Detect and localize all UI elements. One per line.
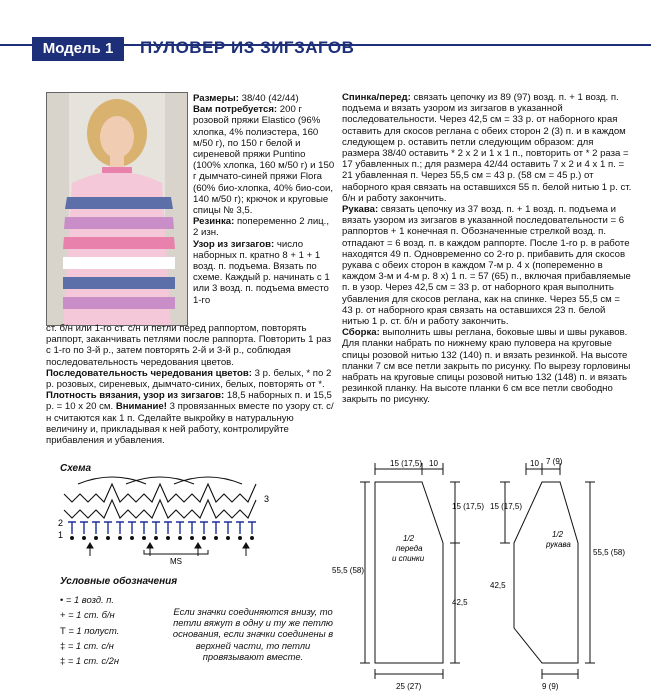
sleeve-label-1: 1/2 — [552, 530, 564, 539]
row-label-2: 2 — [58, 518, 64, 528]
sleeve-bottom-w: 9 (9) — [542, 682, 559, 691]
materials-block — [193, 93, 335, 306]
sleeve-top-left: 10 — [530, 459, 539, 468]
model-badge: Модель 1 — [32, 37, 124, 61]
sleeves-text: связать цепочку из 37 возд. п. + 1 возд. п. подъема и вязать узором из зигзагов в указанной последовательности = 6 раппортов + 1 конечная п. Обозначенные стрелкой возд. п. отпадают = 6 возд. п. в каждом раппорте. После 1-го р. в работе находятся 49 п. Одновременно со 2-го р. прибавить для скосов рукава с обеих сторон в каждом 7-м р. 4 х (попеременно в каждом 3-м и 4-м р. 8 х) 1 п. = 57 (65) п., включая прибавляемые п. в узор. Через 42,5 см = 33 р. от наборного края выполнить убавления для скосов реглана, как на спинке. Через 55,5 см = 43 р. от наборного края связать на оставшихся 23 п. белой нитью 1 р. ст. б/н и работу закончить. — [342, 204, 631, 328]
body-total-h: 55,5 (58) — [332, 566, 365, 575]
rib-label: Резинка: — [193, 216, 235, 228]
legend-item-hdc: T = 1 полуст. — [60, 624, 120, 636]
materials-text: 200 г розовой пряжи Elastico (96% хлопка, 4% полиэстера, 160 м/50 г), по 150 г белой и сиреневой пряжи Puntino (100% хлопка, 160 м/50 г) и 150 г дымчато-синей пряжи Flora (60% био-хлопка, 40% био-сои, 140 м/50 г); крючок и круговые спицы № 3,5. — [193, 104, 335, 217]
sleeve-raglan-h: 15 (17,5) — [490, 502, 523, 511]
attention-label: Внимание! — [115, 401, 167, 413]
sleeve-side-h: 42,5 — [490, 581, 506, 590]
back-text: связать цепочку из 89 (97) возд. п. + 1 возд. п. подъема и вязать узором из зигзагов в указанной последовательности. Через 42,5 см = 33 р. от наборного края оставить для скосов реглана с обеих сторон 2 (3) п. и в каждом следующем р. оставить петли следующим образом: для размера 38/40 оставить * 2 х 2 и 1 х 1 п., повторить от * 2 раза = 17 убавленных п.; для размера 42/44 оставить 7 х 2 и 4 х 1 п. = 21 убавленная п. Через 55,5 см = 43 р. (58 см = 45 р.) от наборного края связать на оставшихся 55 п. белой нитью 1 р. ст. б/н и работу закончить. — [342, 92, 632, 204]
back-label: Спинка/перед: — [342, 92, 411, 103]
body-raglan-h: 15 (17,5) — [452, 502, 485, 511]
zigzag-text-cont: ст. б/н или 1-го ст. с/н и петли перед раппортом, повторять раппорт, заканчивать петлями после раппорта. Повторить 1 раз с 1-го по 3-й р., затем повторять 2-й и 3-й р., соблюдая последовательность чередования цветов. — [46, 323, 332, 368]
schema-title: Схема — [60, 463, 92, 474]
density-label: Плотность вязания, узор из зигзагов: — [46, 390, 225, 402]
assembly-text: выполнить швы реглана, боковые швы и швы рукавов. Для планки набрать по нижнему краю пуловера на круговые спицы розовой нитью 132 (140) п. и вязать резинкой. На высоте планки 7 см все петли закрыть по рисунку. По вырезу горловины набрать на круговые спицы розовой нитью 132 (148) п. и вязать резинкой планку. На высоте планки 6 см все петли свободно закрыть по рисунку. — [342, 327, 631, 406]
assembly-label: Сборка: — [342, 327, 380, 339]
sizes-label: Размеры: — [193, 93, 239, 104]
rib-text: попеременно 2 лиц., 2 изн. — [193, 216, 330, 239]
sweater-photo — [46, 92, 188, 326]
instructions-left — [46, 323, 336, 446]
body-label-3: и спинки — [392, 554, 425, 563]
row-label-3: 3 — [264, 494, 270, 504]
page-title: ПУЛОВЕР ИЗ ЗИГЗАГОВ — [140, 38, 355, 57]
sleeve-label-2: рукава — [546, 540, 571, 549]
sequence-label: Последовательность чередования цветов: — [46, 367, 252, 379]
body-pattern — [330, 455, 485, 695]
sleeve-top-w: 7 (9) — [546, 457, 563, 466]
body-top-right: 10 — [429, 459, 438, 468]
attention-text: 3 провязанных вместе по узору ст. с/н считаются как 1 п. Сделайте выкройку в натуральную величину и, прикладывая к ней работу, контролируйте прибавления и убавления. — [46, 401, 334, 447]
row-label-1: 1 — [58, 530, 64, 540]
legend-title: Условные обозначения — [60, 576, 178, 587]
legend-item-tr: ‡ = 1 ст. с/2н — [60, 655, 119, 667]
stitch-chart — [58, 476, 298, 566]
density-text: 18,5 наборных п. и 15,5 р. = 10 х 20 см. — [46, 390, 332, 413]
legend-list — [60, 592, 119, 668]
sleeves-label: Рукава: — [342, 204, 379, 216]
legend-note: Если значки соединяются внизу, то петли вяжут в одну и ту же петлю основания, если значки соединены в верхней части, то петли провязывают вместе. — [172, 606, 334, 662]
sequence-text: 3 р. белых, * по 2 р. розовых, сиреневых, дымчато-синих, белых, повторять от *. — [46, 367, 332, 391]
body-label-1: 1/2 — [403, 534, 415, 543]
materials-label: Вам потребуется: — [193, 104, 278, 116]
legend-item-chain: • = 1 возд. п. — [60, 594, 115, 605]
sleeve-total-h: 55,5 (58) — [593, 548, 626, 557]
ms-label: MS — [170, 557, 182, 566]
body-top-width: 15 (17,5) — [390, 459, 423, 468]
zigzag-text: число наборных п. кратно 8 + 1 + 1 возд. п. подъема. Вязать по схеме. Каждый р. начинать с 1 или 3 возд. п. подъема вместо 1-го — [193, 238, 330, 306]
zigzag-label: Узор из зигзагов: — [193, 238, 275, 250]
sleeve-pattern — [490, 455, 630, 695]
legend-item-dc: ‡ = 1 ст. с/н — [60, 639, 114, 651]
body-side-h: 42,5 — [452, 598, 468, 607]
instructions-right — [342, 92, 632, 406]
body-bottom-w: 25 (27) — [396, 682, 422, 691]
body-label-2: переда — [396, 544, 423, 553]
legend-item-sc: + = 1 ст. б/н — [60, 609, 115, 621]
sizes-value: 38/40 (42/44) — [238, 93, 299, 104]
